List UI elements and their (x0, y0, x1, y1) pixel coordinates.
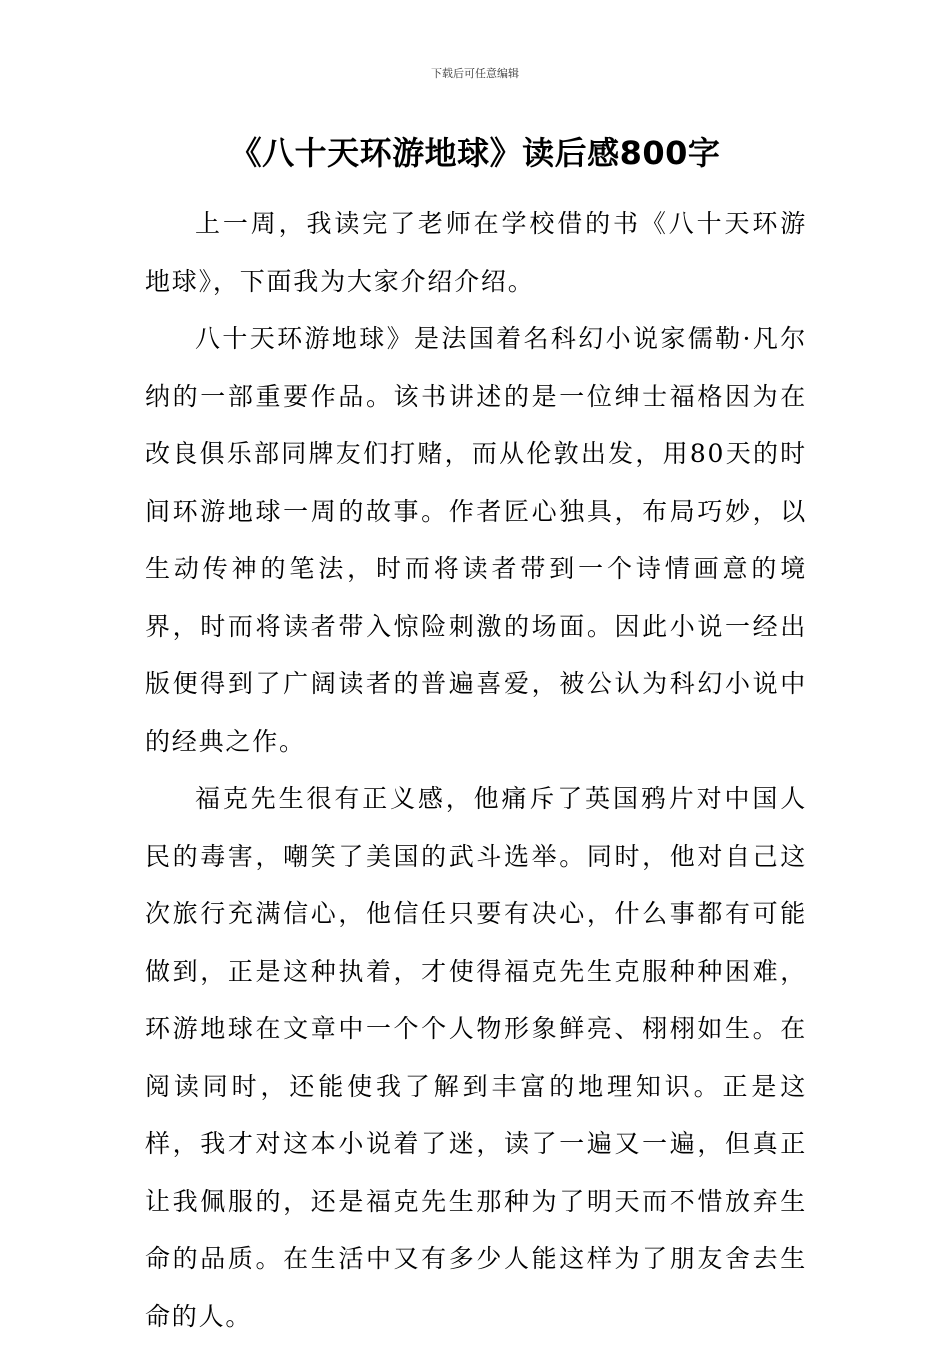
document-body (145, 195, 807, 1345)
paragraph-1: 上一周，我读完了老师在学校借的书《八十天环游地球》，下面我为大家介绍介绍。 (145, 209, 807, 296)
page-header: 下载后可任意编辑 (431, 67, 519, 80)
paragraph-3: 福克先生很有正义感，他痛斥了英国鸦片对中国人民的毒害，嘲笑了美国的武斗选举。同时，他对自己这次旅行充满信心，他信任只要有决心，什么事都有可能做到，正是这种执着，才使得福克先生克服种种困难，环游地球在文章中一个个人物形象鲜亮、栩栩如生。在阅读同时，还能使我了解到丰富的地理知识。正是这样，我才对这本小说着了迷，读了一遍又一遍，但真正让我佩服的，还是福克先生那种为了明天而不惜放弃生命的品质。在生活中又有多少人能这样为了朋友舍去生命的人。 (145, 784, 807, 1331)
paragraph-2: 八十天环游地球》是法国着名科幻小说家儒勒·凡尔纳的一部重要作品。该书讲述的是一位绅士福格因为在改良俱乐部同牌友们打赌，而从伦敦出发，用80天的时间环游地球一周的故事。作者匠心独具，布局巧妙，以生动传神的笔法，时而将读者带到一个诗情画意的境界，时而将读者带入惊险刺激的场面。因此小说一经出版便得到了广阔读者的普遍喜爱，被公认为科幻小说中的经典之作。 (145, 324, 807, 756)
document-title: 《八十天环游地球》读后感800字 (229, 134, 721, 172)
